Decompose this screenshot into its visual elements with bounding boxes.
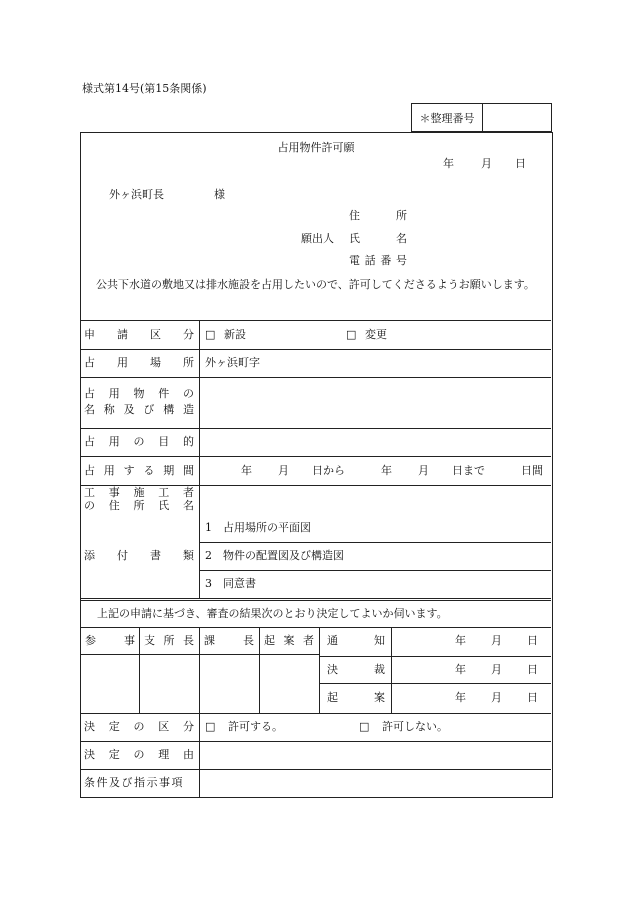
occupancy-purpose-label: 占 用 の 目 的	[84, 435, 194, 448]
period-days: 日間	[521, 464, 543, 477]
occupancy-period-label: 占 用 す る 期 間	[84, 464, 194, 477]
conditions-label: 条件及び指示事項	[84, 776, 184, 789]
seal-box-sanji[interactable]	[83, 656, 137, 711]
notice-year: 年	[455, 634, 466, 647]
form-heading: 占用物件許可願	[277, 141, 355, 154]
deny-label: 許可しない。	[382, 720, 448, 733]
contractor-label-line2: の 住 所 氏 名	[84, 499, 194, 512]
seal-box-section-chief[interactable]	[201, 656, 257, 711]
period-start-month: 月	[278, 464, 289, 477]
period-start-year: 年	[241, 464, 252, 477]
decision-text: 上記の申請に基づき、審査の結果次のとおり決定してよいか伺います。	[97, 607, 448, 620]
period-start-day: 日から	[312, 464, 345, 477]
period-end-day: 日まで	[452, 464, 485, 477]
approval-month: 月	[491, 663, 502, 676]
reference-number-box	[411, 103, 552, 132]
approver-drafter: 起 案 者	[264, 634, 314, 647]
occupancy-purpose-field[interactable]	[201, 430, 549, 455]
contractor-label-line1: 工 事 施 工 者	[84, 486, 194, 499]
addressee-honorific: 様	[214, 188, 225, 201]
approver-branch-chief: 支 所 長	[144, 634, 194, 647]
object-name-label-line2: 名 称 及 び 構 造	[84, 403, 194, 416]
occupancy-location-label: 占 用 場 所	[84, 356, 194, 369]
permit-label: 許可する。	[228, 720, 283, 733]
reference-number-label: ＊整理番号	[412, 104, 483, 131]
applicant-phone-label: 電 話 番 号	[349, 254, 407, 267]
period-end-month: 月	[418, 464, 429, 477]
draft-month: 月	[491, 691, 502, 704]
application-type-label: 申 請 区 分	[84, 328, 194, 341]
approver-sanji: 参 事	[85, 634, 135, 647]
object-name-label-line1: 占 用 物 件 の	[84, 387, 194, 400]
reference-number-field[interactable]	[483, 104, 551, 131]
occupancy-location-value[interactable]: 外ヶ浜町字	[205, 356, 260, 369]
approver-section-chief: 課 長	[204, 634, 254, 647]
applicant-name-label: 氏 名	[349, 232, 407, 245]
applicant-address-label: 住 所	[349, 209, 407, 222]
change-label: 変更	[365, 328, 387, 341]
approval-label: 決 裁	[327, 663, 385, 676]
decision-reason-field[interactable]	[201, 743, 549, 768]
applicant-role: 願出人	[301, 232, 334, 245]
permit-checkbox[interactable]: □	[205, 720, 216, 733]
attachment-item: 2 物件の配置図及び構造図	[205, 549, 344, 562]
notice-day: 日	[527, 634, 538, 647]
seal-box-drafter[interactable]	[261, 656, 317, 711]
header-day: 日	[515, 157, 526, 170]
notice-label: 通 知	[327, 634, 385, 647]
approval-year: 年	[455, 663, 466, 676]
change-checkbox[interactable]: □	[346, 328, 357, 341]
new-install-checkbox[interactable]: □	[205, 328, 216, 341]
conditions-field[interactable]	[201, 771, 549, 795]
form-number: 様式第14号(第15条関係)	[82, 82, 207, 95]
contractor-field[interactable]	[201, 487, 549, 513]
application-form	[80, 132, 553, 798]
request-text: 公共下水道の敷地又は排水施設を占用したいので、許可してくださるようお願いします。	[96, 278, 535, 291]
new-install-label: 新設	[224, 328, 246, 341]
addressee: 外ヶ浜町長	[109, 188, 164, 201]
notice-month: 月	[491, 634, 502, 647]
decision-type-label: 決 定 の 区 分	[84, 720, 194, 733]
attachment-item: 1 占用場所の平面図	[205, 521, 311, 534]
object-name-field[interactable]	[201, 379, 549, 427]
period-end-year: 年	[381, 464, 392, 477]
draft-label: 起 案	[327, 691, 385, 704]
header-month: 月	[481, 157, 492, 170]
deny-checkbox[interactable]: □	[359, 720, 370, 733]
header-year: 年	[443, 157, 454, 170]
seal-box-branch-chief[interactable]	[141, 656, 197, 711]
draft-year: 年	[455, 691, 466, 704]
attachment-item: 3 同意書	[205, 577, 256, 590]
approval-day: 日	[527, 663, 538, 676]
attachments-label: 添 付 書 類	[84, 549, 194, 562]
decision-reason-label: 決 定 の 理 由	[84, 748, 194, 761]
draft-day: 日	[527, 691, 538, 704]
